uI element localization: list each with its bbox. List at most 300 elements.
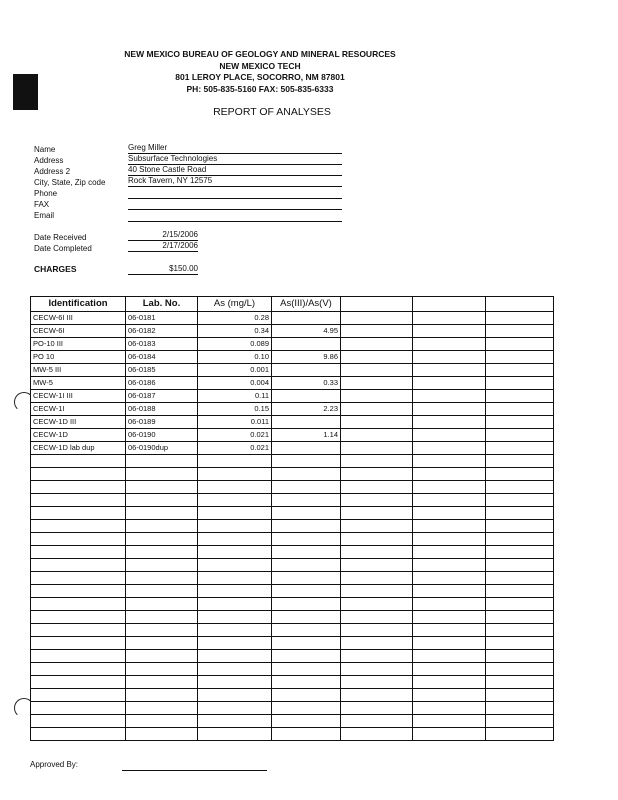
table-cell bbox=[413, 351, 486, 364]
table-cell bbox=[486, 312, 554, 325]
table-row bbox=[31, 429, 554, 442]
table-cell bbox=[341, 585, 413, 598]
table-cell bbox=[486, 481, 554, 494]
table-cell bbox=[272, 650, 341, 663]
table-cell bbox=[126, 663, 198, 676]
info-value-email bbox=[128, 211, 342, 222]
table-cell bbox=[486, 364, 554, 377]
empty-table-row bbox=[31, 637, 554, 650]
table-cell bbox=[198, 520, 272, 533]
analysis-table bbox=[30, 296, 554, 741]
info-label-name: Name bbox=[34, 145, 56, 154]
table-row bbox=[31, 312, 554, 325]
table-cell bbox=[413, 546, 486, 559]
table-cell bbox=[31, 507, 126, 520]
date-completed-label: Date Completed bbox=[34, 244, 92, 253]
table-cell bbox=[126, 611, 198, 624]
table-cell bbox=[341, 403, 413, 416]
table-cell: 06-0182 bbox=[126, 325, 198, 338]
table-row bbox=[31, 325, 554, 338]
table-cell bbox=[486, 715, 554, 728]
table-cell: 0.021 bbox=[198, 429, 272, 442]
table-cell bbox=[31, 624, 126, 637]
table-cell: 06-0188 bbox=[126, 403, 198, 416]
table-cell bbox=[413, 637, 486, 650]
table-cell bbox=[413, 494, 486, 507]
table-cell: 0.011 bbox=[198, 416, 272, 429]
table-cell bbox=[413, 429, 486, 442]
info-label-address2: Address 2 bbox=[34, 167, 71, 176]
table-cell bbox=[413, 364, 486, 377]
table-cell bbox=[341, 637, 413, 650]
table-cell: 9.86 bbox=[272, 351, 341, 364]
table-cell: CECW-1D bbox=[31, 429, 126, 442]
table-cell: 0.34 bbox=[198, 325, 272, 338]
table-row bbox=[31, 377, 554, 390]
empty-table-row bbox=[31, 520, 554, 533]
table-cell bbox=[413, 377, 486, 390]
info-label-city: City, State, Zip code bbox=[34, 178, 106, 187]
scan-edge-mark bbox=[13, 74, 38, 110]
table-cell bbox=[486, 494, 554, 507]
table-row bbox=[31, 351, 554, 364]
table-cell bbox=[272, 455, 341, 468]
school-name: NEW MEXICO TECH bbox=[219, 60, 301, 71]
table-cell bbox=[486, 455, 554, 468]
table-cell bbox=[31, 559, 126, 572]
table-cell bbox=[198, 468, 272, 481]
table-cell bbox=[272, 559, 341, 572]
table-cell bbox=[413, 585, 486, 598]
table-cell bbox=[341, 351, 413, 364]
table-cell bbox=[486, 559, 554, 572]
date-received-value: 2/15/2006 bbox=[128, 230, 198, 241]
table-cell bbox=[272, 533, 341, 546]
table-cell: 0.021 bbox=[198, 442, 272, 455]
table-cell bbox=[413, 663, 486, 676]
empty-table-row bbox=[31, 559, 554, 572]
table-cell: 0.11 bbox=[198, 390, 272, 403]
table-cell bbox=[486, 572, 554, 585]
table-cell bbox=[198, 572, 272, 585]
table-cell bbox=[272, 442, 341, 455]
table-cell bbox=[198, 546, 272, 559]
table-cell bbox=[126, 650, 198, 663]
table-cell bbox=[486, 611, 554, 624]
table-cell bbox=[341, 559, 413, 572]
column-header bbox=[486, 297, 554, 312]
table-cell bbox=[341, 468, 413, 481]
table-cell bbox=[486, 468, 554, 481]
empty-table-row bbox=[31, 624, 554, 637]
empty-table-row bbox=[31, 585, 554, 598]
column-header: Lab. No. bbox=[126, 297, 198, 312]
table-cell bbox=[126, 507, 198, 520]
table-cell bbox=[413, 611, 486, 624]
table-row bbox=[31, 416, 554, 429]
table-cell bbox=[126, 702, 198, 715]
table-cell bbox=[341, 533, 413, 546]
table-cell bbox=[486, 624, 554, 637]
table-cell: 0.089 bbox=[198, 338, 272, 351]
table-cell bbox=[486, 533, 554, 546]
table-cell bbox=[413, 442, 486, 455]
table-cell bbox=[126, 676, 198, 689]
table-cell bbox=[341, 364, 413, 377]
org-name: NEW MEXICO BUREAU OF GEOLOGY AND MINERAL RESOURCES bbox=[124, 49, 396, 59]
empty-table-row bbox=[31, 650, 554, 663]
table-cell bbox=[31, 520, 126, 533]
table-cell bbox=[486, 416, 554, 429]
info-value-address: Subsurface Technologies bbox=[128, 154, 342, 165]
table-cell bbox=[31, 494, 126, 507]
table-cell bbox=[486, 702, 554, 715]
table-cell: 0.33 bbox=[272, 377, 341, 390]
table-cell bbox=[341, 689, 413, 702]
table-cell bbox=[31, 676, 126, 689]
table-cell bbox=[126, 546, 198, 559]
approved-by-label: Approved By: bbox=[30, 760, 79, 769]
table-cell bbox=[31, 637, 126, 650]
column-header bbox=[341, 297, 413, 312]
table-cell bbox=[126, 624, 198, 637]
table-cell bbox=[413, 416, 486, 429]
table-cell bbox=[272, 390, 341, 403]
table-cell bbox=[486, 390, 554, 403]
table-cell bbox=[272, 546, 341, 559]
table-cell bbox=[198, 663, 272, 676]
table-cell bbox=[341, 338, 413, 351]
table-cell bbox=[272, 468, 341, 481]
table-cell bbox=[486, 546, 554, 559]
table-cell bbox=[198, 598, 272, 611]
table-cell: CECW-6I bbox=[31, 325, 126, 338]
empty-table-row bbox=[31, 715, 554, 728]
table-cell bbox=[126, 728, 198, 741]
table-cell bbox=[413, 559, 486, 572]
empty-table-row bbox=[31, 546, 554, 559]
column-header: Identification bbox=[31, 297, 126, 312]
table-cell: 06-0189 bbox=[126, 416, 198, 429]
info-label-fax: FAX bbox=[34, 200, 50, 209]
table-cell: CECW-1I III bbox=[31, 390, 126, 403]
table-cell bbox=[413, 533, 486, 546]
table-cell bbox=[198, 533, 272, 546]
empty-table-row bbox=[31, 481, 554, 494]
table-cell bbox=[198, 585, 272, 598]
table-cell: 4.95 bbox=[272, 325, 341, 338]
table-cell bbox=[341, 663, 413, 676]
table-cell bbox=[31, 689, 126, 702]
table-cell bbox=[272, 494, 341, 507]
table-cell bbox=[413, 676, 486, 689]
info-value-city: Rock Tavern, NY 12575 bbox=[128, 176, 342, 187]
empty-table-row bbox=[31, 455, 554, 468]
empty-table-row bbox=[31, 676, 554, 689]
table-cell bbox=[31, 468, 126, 481]
table-cell bbox=[126, 689, 198, 702]
empty-table-row bbox=[31, 507, 554, 520]
table-cell bbox=[31, 598, 126, 611]
table-cell bbox=[341, 715, 413, 728]
date-completed-value: 2/17/2006 bbox=[128, 241, 198, 252]
empty-table-row bbox=[31, 572, 554, 585]
table-cell bbox=[413, 325, 486, 338]
info-value-address2: 40 Stone Castle Road bbox=[128, 165, 342, 176]
table-cell: 0.10 bbox=[198, 351, 272, 364]
table-cell: CECW-6I III bbox=[31, 312, 126, 325]
info-value-fax bbox=[128, 199, 342, 210]
column-header: As (mg/L) bbox=[198, 297, 272, 312]
table-cell bbox=[126, 572, 198, 585]
table-cell: PO-10 III bbox=[31, 338, 126, 351]
table-cell bbox=[486, 429, 554, 442]
table-cell bbox=[486, 338, 554, 351]
table-cell bbox=[272, 507, 341, 520]
table-cell bbox=[198, 728, 272, 741]
table-cell bbox=[341, 546, 413, 559]
table-cell bbox=[31, 546, 126, 559]
table-cell bbox=[341, 481, 413, 494]
empty-table-row bbox=[31, 702, 554, 715]
table-cell bbox=[31, 533, 126, 546]
table-cell: CECW-1D lab dup bbox=[31, 442, 126, 455]
table-cell bbox=[341, 728, 413, 741]
table-cell bbox=[31, 455, 126, 468]
table-cell bbox=[126, 715, 198, 728]
table-cell bbox=[272, 338, 341, 351]
table-cell bbox=[272, 364, 341, 377]
charges-value: $150.00 bbox=[128, 264, 198, 275]
table-cell: 2.23 bbox=[272, 403, 341, 416]
table-cell: 0.001 bbox=[198, 364, 272, 377]
empty-table-row bbox=[31, 663, 554, 676]
table-cell: 06-0190 bbox=[126, 429, 198, 442]
table-cell bbox=[198, 559, 272, 572]
column-header: As(III)/As(V) bbox=[272, 297, 341, 312]
table-cell: 06-0181 bbox=[126, 312, 198, 325]
table-cell bbox=[31, 663, 126, 676]
table-cell bbox=[341, 507, 413, 520]
info-label-phone: Phone bbox=[34, 189, 58, 198]
table-cell bbox=[341, 598, 413, 611]
table-cell bbox=[198, 676, 272, 689]
empty-table-row bbox=[31, 494, 554, 507]
table-cell bbox=[198, 455, 272, 468]
table-cell: CECW-1D III bbox=[31, 416, 126, 429]
info-value-name: Greg Miller bbox=[128, 143, 342, 154]
table-cell bbox=[198, 611, 272, 624]
table-cell bbox=[272, 585, 341, 598]
table-cell bbox=[341, 624, 413, 637]
letterhead bbox=[100, 49, 420, 95]
table-cell bbox=[341, 416, 413, 429]
table-cell bbox=[341, 676, 413, 689]
table-cell bbox=[126, 520, 198, 533]
report-title: REPORT OF ANALYSES bbox=[213, 106, 331, 118]
org-address: 801 LEROY PLACE, SOCORRO, NM 87801 bbox=[175, 72, 345, 82]
table-cell: PO 10 bbox=[31, 351, 126, 364]
table-cell bbox=[126, 481, 198, 494]
table-cell bbox=[486, 676, 554, 689]
table-cell: 06-0184 bbox=[126, 351, 198, 364]
table-cell bbox=[272, 520, 341, 533]
table-cell bbox=[272, 572, 341, 585]
table-cell bbox=[272, 611, 341, 624]
table-cell bbox=[413, 650, 486, 663]
table-cell bbox=[413, 481, 486, 494]
table-cell bbox=[413, 468, 486, 481]
table-cell: 06-0187 bbox=[126, 390, 198, 403]
date-received-label: Date Received bbox=[34, 233, 87, 242]
table-cell bbox=[31, 585, 126, 598]
empty-table-row bbox=[31, 598, 554, 611]
table-cell bbox=[198, 650, 272, 663]
table-cell bbox=[486, 377, 554, 390]
table-cell: MW-5 III bbox=[31, 364, 126, 377]
empty-table-row bbox=[31, 533, 554, 546]
table-cell: 0.15 bbox=[198, 403, 272, 416]
table-cell bbox=[272, 312, 341, 325]
table-row bbox=[31, 338, 554, 351]
table-cell bbox=[31, 481, 126, 494]
table-cell bbox=[272, 689, 341, 702]
table-cell bbox=[272, 481, 341, 494]
table-cell bbox=[486, 442, 554, 455]
table-cell bbox=[341, 520, 413, 533]
scan-hole-mark bbox=[14, 392, 34, 412]
table-cell bbox=[486, 351, 554, 364]
table-cell bbox=[486, 663, 554, 676]
table-row bbox=[31, 403, 554, 416]
table-cell bbox=[272, 663, 341, 676]
empty-table-row bbox=[31, 689, 554, 702]
table-cell bbox=[272, 416, 341, 429]
table-cell bbox=[413, 390, 486, 403]
table-cell bbox=[341, 455, 413, 468]
table-cell bbox=[126, 598, 198, 611]
table-cell bbox=[486, 325, 554, 338]
table-cell bbox=[272, 624, 341, 637]
table-cell bbox=[126, 559, 198, 572]
table-cell bbox=[31, 715, 126, 728]
info-value-phone bbox=[128, 188, 342, 199]
table-cell bbox=[198, 481, 272, 494]
table-cell bbox=[341, 494, 413, 507]
table-cell bbox=[272, 637, 341, 650]
table-cell bbox=[31, 702, 126, 715]
table-cell bbox=[413, 520, 486, 533]
table-cell bbox=[413, 572, 486, 585]
table-cell bbox=[341, 442, 413, 455]
table-cell bbox=[31, 650, 126, 663]
table-cell: 1.14 bbox=[272, 429, 341, 442]
table-cell bbox=[126, 455, 198, 468]
table-cell bbox=[413, 702, 486, 715]
table-cell bbox=[341, 312, 413, 325]
table-cell bbox=[341, 702, 413, 715]
table-cell bbox=[31, 728, 126, 741]
table-cell bbox=[486, 598, 554, 611]
empty-table-row bbox=[31, 728, 554, 741]
table-cell bbox=[341, 572, 413, 585]
table-cell bbox=[272, 702, 341, 715]
table-cell bbox=[31, 572, 126, 585]
table-cell bbox=[198, 624, 272, 637]
table-cell bbox=[413, 455, 486, 468]
table-cell: CECW-1I bbox=[31, 403, 126, 416]
table-cell: 06-0186 bbox=[126, 377, 198, 390]
charges-label: CHARGES bbox=[34, 264, 77, 274]
table-cell bbox=[486, 650, 554, 663]
table-cell bbox=[31, 611, 126, 624]
table-cell bbox=[413, 598, 486, 611]
table-cell bbox=[126, 585, 198, 598]
table-cell bbox=[198, 494, 272, 507]
table-cell bbox=[341, 377, 413, 390]
table-cell: 06-0183 bbox=[126, 338, 198, 351]
table-cell bbox=[413, 728, 486, 741]
table-cell bbox=[272, 676, 341, 689]
table-cell: 0.28 bbox=[198, 312, 272, 325]
table-cell bbox=[272, 728, 341, 741]
table-cell: MW-5 bbox=[31, 377, 126, 390]
table-cell bbox=[486, 507, 554, 520]
table-cell bbox=[198, 689, 272, 702]
table-cell bbox=[126, 468, 198, 481]
table-cell bbox=[272, 598, 341, 611]
table-cell bbox=[198, 715, 272, 728]
table-cell bbox=[126, 637, 198, 650]
table-cell bbox=[486, 689, 554, 702]
table-cell bbox=[486, 728, 554, 741]
table-cell bbox=[272, 715, 341, 728]
table-cell: 06-0190dup bbox=[126, 442, 198, 455]
table-cell bbox=[198, 702, 272, 715]
table-cell bbox=[341, 390, 413, 403]
empty-table-row bbox=[31, 468, 554, 481]
table-cell bbox=[341, 611, 413, 624]
table-cell bbox=[413, 312, 486, 325]
table-row bbox=[31, 442, 554, 455]
approval-signature-line bbox=[122, 770, 267, 771]
table-cell: 0.004 bbox=[198, 377, 272, 390]
table-cell bbox=[126, 533, 198, 546]
table-cell bbox=[486, 585, 554, 598]
table-row bbox=[31, 390, 554, 403]
info-label-email: Email bbox=[34, 211, 55, 220]
table-cell: 06-0185 bbox=[126, 364, 198, 377]
table-cell bbox=[486, 637, 554, 650]
table-cell bbox=[413, 338, 486, 351]
table-cell bbox=[413, 624, 486, 637]
table-cell bbox=[413, 715, 486, 728]
table-cell bbox=[126, 494, 198, 507]
table-cell bbox=[413, 403, 486, 416]
table-row bbox=[31, 364, 554, 377]
scan-hole-mark bbox=[14, 698, 34, 718]
table-cell bbox=[486, 403, 554, 416]
info-label-address: Address bbox=[34, 156, 64, 165]
table-cell bbox=[341, 429, 413, 442]
table-cell bbox=[413, 689, 486, 702]
table-cell bbox=[413, 507, 486, 520]
org-phone-fax: PH: 505-835-5160 FAX: 505-835-6333 bbox=[186, 83, 334, 94]
table-cell bbox=[198, 507, 272, 520]
column-header bbox=[413, 297, 486, 312]
table-cell bbox=[341, 325, 413, 338]
empty-table-row bbox=[31, 611, 554, 624]
